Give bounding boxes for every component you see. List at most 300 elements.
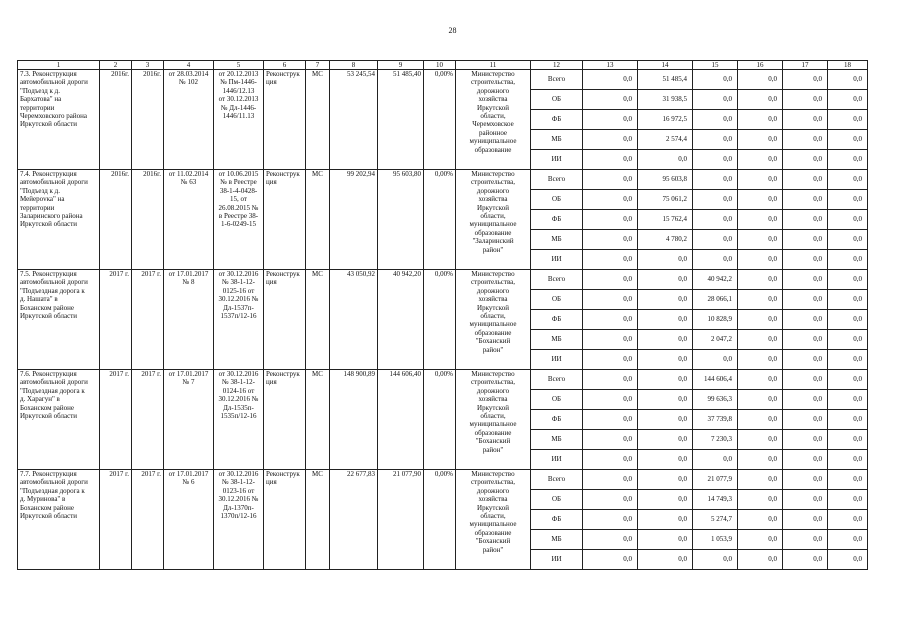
- responsible-line: области,: [480, 212, 506, 221]
- funding-value: 0,0: [693, 350, 738, 370]
- name-line: территории: [20, 103, 55, 112]
- funding-value: 0,0: [783, 190, 828, 210]
- funding-value: 0,0: [738, 190, 783, 210]
- funding-value: 15 762,4: [638, 210, 693, 230]
- expertise-conclusion-cell: [214, 270, 264, 370]
- doc-line: № 102: [179, 78, 198, 87]
- name-line: Черемховского района: [20, 112, 87, 121]
- type-line: Реконструк: [266, 270, 300, 278]
- funding-value: 0,0: [738, 350, 783, 370]
- responsible-line: хозяйства: [478, 295, 508, 304]
- readiness-percent-cell: 0,00%: [424, 270, 456, 370]
- conclusion-line: 0124-16 от: [222, 386, 255, 395]
- funding-value: 0,0: [783, 450, 828, 470]
- expertise-conclusion-cell: [214, 170, 264, 270]
- funding-source-label: ИИ: [531, 150, 583, 170]
- col-header: 8: [330, 61, 378, 70]
- funding-value: 10 828,9: [693, 310, 738, 330]
- type-line: Реконструк: [266, 70, 300, 78]
- column-number-row: [18, 61, 868, 70]
- doc-line: № 6: [182, 478, 195, 487]
- funding-value: 0,0: [828, 530, 868, 550]
- start-year-cell: 2017 г.: [100, 470, 132, 570]
- funding-value: 0,0: [583, 250, 638, 270]
- responsible-line: Министерство: [471, 370, 515, 378]
- name-line: Иркутской области: [20, 120, 78, 129]
- funding-source-label: Всего: [531, 170, 583, 190]
- conclusion-line: 1446/11.13: [222, 112, 255, 121]
- funding-value: 16 972,5: [638, 110, 693, 130]
- responsible-line: области,: [480, 112, 506, 121]
- funding-value: 0,0: [583, 350, 638, 370]
- name-line: д. Муринова" в: [20, 495, 66, 504]
- funding-source-label: МБ: [531, 130, 583, 150]
- responsible-line: строительства,: [470, 478, 516, 487]
- funding-value: 0,0: [738, 130, 783, 150]
- funding-value: 40 942,2: [693, 270, 738, 290]
- funding-value: 144 606,4: [693, 370, 738, 390]
- funding-value: 0,0: [738, 170, 783, 190]
- funding-value: 95 603,8: [638, 170, 693, 190]
- funding-value: 0,0: [738, 450, 783, 470]
- funding-value: 0,0: [828, 230, 868, 250]
- conclusion-line: 1446/12.13: [222, 86, 255, 95]
- funding-value: 0,0: [583, 210, 638, 230]
- col-header: 7: [306, 61, 330, 70]
- name-line: "Подъезд к д.: [20, 186, 60, 195]
- conclusion-line: № в Реестре: [220, 178, 257, 187]
- conclusion-line: 30.12.2016 №: [218, 395, 259, 404]
- responsible-line: строительства,: [470, 278, 516, 287]
- project-row: [18, 70, 868, 90]
- funding-source-label: ОБ: [531, 490, 583, 510]
- name-line: Иркутской области: [20, 312, 78, 321]
- funding-value: 0,0: [738, 550, 783, 570]
- responsible-line: район": [482, 445, 504, 454]
- funding-value: 0,0: [738, 150, 783, 170]
- responsible-line: Министерство: [471, 470, 515, 478]
- start-year-cell: 2016г.: [100, 170, 132, 270]
- name-line: автомобильной дороги: [20, 478, 88, 487]
- funding-value: 0,0: [583, 190, 638, 210]
- conclusion-line: 0123-16 от: [222, 486, 255, 495]
- funding-value: 0,0: [828, 170, 868, 190]
- conclusion-line: от 10.06.2015: [218, 170, 259, 178]
- responsible-line: хозяйства: [478, 495, 508, 504]
- conclusion-line: Дл-1537п-: [223, 303, 254, 312]
- responsible-line: образование: [474, 228, 512, 237]
- funding-source-label: ФБ: [531, 310, 583, 330]
- responsible-line: муниципальное: [469, 420, 517, 429]
- conclusion-line: Дл-1535п-: [223, 403, 254, 412]
- funding-source-label: ИИ: [531, 350, 583, 370]
- responsible-line: Иркутской: [477, 203, 509, 212]
- name-line: 7.4. Реконструкция: [20, 170, 77, 178]
- responsible-line: Министерство: [471, 70, 515, 78]
- funding-value: 0,0: [738, 250, 783, 270]
- funding-source-label: Всего: [531, 270, 583, 290]
- name-line: д. Харагун" в: [20, 395, 60, 404]
- funding-value: 0,0: [828, 350, 868, 370]
- responsible-line: Министерство: [471, 270, 515, 278]
- funding-value: 21 077,9: [693, 470, 738, 490]
- funding-value: 0,0: [583, 450, 638, 470]
- type-line: Реконструк: [266, 170, 300, 178]
- responsible-line: образование: [474, 145, 512, 154]
- funding-value: 4 780,2: [638, 230, 693, 250]
- funding-value: 37 739,8: [693, 410, 738, 430]
- funding-value: 0,0: [783, 70, 828, 90]
- type-line: ция: [266, 378, 277, 387]
- responsible-line: район": [482, 345, 504, 354]
- approval-doc-cell: [164, 270, 214, 370]
- name-line: Бархатова" на: [20, 95, 62, 104]
- col-header: 6: [264, 61, 306, 70]
- funding-value: 0,0: [783, 550, 828, 570]
- end-year-cell: 2017 г.: [132, 470, 164, 570]
- type-line: ция: [266, 278, 277, 287]
- name-line: Иркутской области: [20, 220, 78, 229]
- doc-line: № 63: [180, 178, 197, 187]
- responsible-party-cell: [456, 270, 531, 370]
- funding-value: 0,0: [638, 470, 693, 490]
- funding-value: 0,0: [828, 550, 868, 570]
- project-row: [18, 170, 868, 190]
- funding-value: 0,0: [783, 290, 828, 310]
- end-year-cell: 2016г.: [132, 170, 164, 270]
- funding-value: 0,0: [583, 390, 638, 410]
- funding-value: 0,0: [828, 430, 868, 450]
- funding-source-label: ОБ: [531, 390, 583, 410]
- expertise-conclusion-cell: [214, 370, 264, 470]
- funding-source-label: МБ: [531, 530, 583, 550]
- conclusion-line: № 38-1-12-: [222, 478, 255, 487]
- funding-value: 0,0: [738, 410, 783, 430]
- estimated-cost-cell: 53 245,54: [330, 70, 378, 170]
- funding-value: 0,0: [783, 330, 828, 350]
- funding-value: 0,0: [783, 250, 828, 270]
- funding-value: 0,0: [693, 210, 738, 230]
- doc-line: от 17.01.2017: [168, 470, 209, 478]
- conclusion-line: 38-1-4-0428-: [219, 186, 258, 195]
- readiness-percent-cell: 0,00%: [424, 170, 456, 270]
- project-row: [18, 470, 868, 490]
- conclusion-line: от 30.12.2016: [218, 370, 259, 378]
- conclusion-line: в Реестре 38-: [218, 212, 259, 221]
- name-line: Боханском районе: [20, 503, 75, 512]
- funding-value: 0,0: [738, 210, 783, 230]
- funding-value: 0,0: [783, 470, 828, 490]
- funding-value: 0,0: [828, 510, 868, 530]
- responsible-line: области,: [480, 412, 506, 421]
- name-line: Боханском районе: [20, 303, 75, 312]
- funding-value: 0,0: [693, 450, 738, 470]
- expertise-conclusion-cell: [214, 470, 264, 570]
- doc-line: № 8: [182, 278, 195, 287]
- responsible-line: "Заларинский: [472, 237, 514, 246]
- funding-value: 0,0: [638, 150, 693, 170]
- responsible-line: "Боханский: [475, 537, 511, 546]
- funding-value: 0,0: [638, 310, 693, 330]
- type-line: ция: [266, 78, 277, 87]
- funding-value: 0,0: [693, 250, 738, 270]
- conclusion-line: 30.12.2016 №: [218, 295, 259, 304]
- doc-line: от 11.02.2014: [168, 170, 209, 178]
- conclusion-line: Дл-1370п-: [223, 503, 254, 512]
- responsible-line: район": [482, 545, 504, 554]
- conclusion-line: от 30.12.2016: [218, 270, 259, 278]
- funding-source-label: Всего: [531, 370, 583, 390]
- responsible-line: Иркутской: [477, 303, 509, 312]
- funding-value: 0,0: [583, 290, 638, 310]
- work-type-cell: [264, 270, 306, 370]
- funding-value: 1 053,9: [693, 530, 738, 550]
- doc-line: от 28.03.2014: [168, 70, 209, 78]
- funding-value: 0,0: [638, 290, 693, 310]
- name-line: территории: [20, 203, 55, 212]
- responsible-line: хозяйства: [478, 395, 508, 404]
- funding-value: 0,0: [583, 550, 638, 570]
- project-name-cell: [18, 70, 100, 170]
- funding-value: 0,0: [693, 170, 738, 190]
- funding-value: 0,0: [738, 310, 783, 330]
- name-line: 7.6. Реконструкция: [20, 370, 77, 378]
- responsible-line: Иркутской: [477, 403, 509, 412]
- name-line: автомобильной дороги: [20, 378, 88, 387]
- responsible-line: район": [482, 245, 504, 254]
- funding-source-label: ФБ: [531, 210, 583, 230]
- total-financing-cell: 144 606,40: [378, 370, 424, 470]
- name-line: "Подъезд к д.: [20, 86, 60, 95]
- name-line: Заларинского района: [20, 212, 83, 221]
- responsible-line: Черемховское: [472, 120, 514, 129]
- funding-value: 0,0: [693, 190, 738, 210]
- funding-value: 0,0: [738, 510, 783, 530]
- funding-value: 0,0: [783, 110, 828, 130]
- doc-line: от 17.01.2017: [168, 270, 209, 278]
- funding-value: 0,0: [828, 130, 868, 150]
- doc-line: № 7: [182, 378, 195, 387]
- funding-value: 0,0: [783, 270, 828, 290]
- ownership-cell: МС: [306, 70, 330, 170]
- responsible-line: "Боханский: [475, 337, 511, 346]
- approval-doc-cell: [164, 470, 214, 570]
- project-row: [18, 270, 868, 290]
- project-name-cell: [18, 470, 100, 570]
- responsible-line: дорожного: [476, 486, 510, 495]
- work-type-cell: [264, 370, 306, 470]
- funding-value: 2 047,2: [693, 330, 738, 350]
- funding-value: 0,0: [738, 530, 783, 550]
- funding-value: 0,0: [583, 370, 638, 390]
- funding-value: 0,0: [693, 150, 738, 170]
- responsible-line: дорожного: [476, 86, 510, 95]
- funding-value: 0,0: [583, 130, 638, 150]
- funding-source-label: ОБ: [531, 90, 583, 110]
- funding-value: 0,0: [638, 390, 693, 410]
- name-line: Мейерovка" на: [20, 195, 65, 204]
- col-header: 10: [424, 61, 456, 70]
- project-name-cell: [18, 270, 100, 370]
- funding-value: 0,0: [783, 510, 828, 530]
- funding-value: 0,0: [738, 430, 783, 450]
- col-header: 14: [638, 61, 693, 70]
- ownership-cell: МС: [306, 470, 330, 570]
- funding-value: 0,0: [693, 550, 738, 570]
- funding-value: 0,0: [638, 250, 693, 270]
- funding-value: 0,0: [738, 470, 783, 490]
- funding-value: 0,0: [738, 230, 783, 250]
- funding-value: 0,0: [828, 90, 868, 110]
- ownership-cell: МС: [306, 170, 330, 270]
- responsible-line: строительства,: [470, 378, 516, 387]
- total-financing-cell: 40 942,20: [378, 270, 424, 370]
- funding-value: 0,0: [583, 170, 638, 190]
- funding-value: 0,0: [583, 270, 638, 290]
- funding-value: 0,0: [738, 70, 783, 90]
- responsible-line: муниципальное: [469, 320, 517, 329]
- responsible-line: районное: [478, 128, 508, 137]
- conclusion-line: № Пм-1446-: [220, 78, 257, 87]
- conclusion-line: от 20.12.2013: [218, 70, 259, 78]
- type-line: ция: [266, 478, 277, 487]
- funding-value: 0,0: [583, 150, 638, 170]
- funding-value: 0,0: [693, 70, 738, 90]
- project-name-cell: [18, 170, 100, 270]
- funding-source-label: Всего: [531, 70, 583, 90]
- funding-value: 0,0: [583, 510, 638, 530]
- name-line: автомобильной дороги: [20, 78, 88, 87]
- responsible-line: Министерство: [471, 170, 515, 178]
- funding-value: 31 938,5: [638, 90, 693, 110]
- conclusion-line: 1535п/12-16: [220, 412, 257, 421]
- readiness-percent-cell: 0,00%: [424, 370, 456, 470]
- estimated-cost-cell: 22 677,83: [330, 470, 378, 570]
- start-year-cell: 2017 г.: [100, 370, 132, 470]
- type-line: Реконструк: [266, 370, 300, 378]
- funding-source-label: ФБ: [531, 410, 583, 430]
- funding-value: 0,0: [638, 410, 693, 430]
- responsible-party-cell: [456, 470, 531, 570]
- responsible-line: Иркутской: [477, 503, 509, 512]
- funding-value: 0,0: [828, 150, 868, 170]
- funding-value: 0,0: [828, 450, 868, 470]
- funding-value: 14 749,3: [693, 490, 738, 510]
- funding-source-label: МБ: [531, 330, 583, 350]
- funding-value: 7 230,3: [693, 430, 738, 450]
- funding-value: 0,0: [783, 370, 828, 390]
- funding-value: 0,0: [583, 310, 638, 330]
- funding-value: 0,0: [638, 530, 693, 550]
- name-line: Иркутской области: [20, 412, 78, 421]
- name-line: Иркутской области: [20, 512, 78, 521]
- responsible-line: образование: [474, 528, 512, 537]
- responsible-line: области,: [480, 312, 506, 321]
- funding-value: 0,0: [783, 310, 828, 330]
- approval-doc-cell: [164, 370, 214, 470]
- work-type-cell: [264, 470, 306, 570]
- funding-value: 0,0: [583, 490, 638, 510]
- funding-value: 0,0: [828, 250, 868, 270]
- work-type-cell: [264, 170, 306, 270]
- responsible-line: образование: [474, 428, 512, 437]
- estimated-cost-cell: 99 202,94: [330, 170, 378, 270]
- funding-source-label: Всего: [531, 470, 583, 490]
- funding-value: 0,0: [738, 290, 783, 310]
- funding-value: 0,0: [738, 370, 783, 390]
- funding-source-label: ФБ: [531, 510, 583, 530]
- col-header: 13: [583, 61, 638, 70]
- funding-value: 0,0: [738, 330, 783, 350]
- responsible-line: области,: [480, 512, 506, 521]
- funding-value: 0,0: [828, 110, 868, 130]
- name-line: 7.5. Реконструкция: [20, 270, 77, 278]
- funding-value: 0,0: [638, 550, 693, 570]
- name-line: Боханском районе: [20, 403, 75, 412]
- project-row: [18, 370, 868, 390]
- funding-source-label: ОБ: [531, 290, 583, 310]
- funding-value: 0,0: [583, 70, 638, 90]
- funding-value: 0,0: [583, 230, 638, 250]
- col-header: 2: [100, 61, 132, 70]
- funding-value: 0,0: [638, 450, 693, 470]
- funding-value: 0,0: [638, 510, 693, 530]
- funding-value: 0,0: [828, 210, 868, 230]
- funding-value: 0,0: [828, 470, 868, 490]
- funding-value: 0,0: [638, 370, 693, 390]
- end-year-cell: 2017 г.: [132, 270, 164, 370]
- funding-value: 0,0: [828, 390, 868, 410]
- end-year-cell: 2017 г.: [132, 370, 164, 470]
- responsible-line: муниципальное: [469, 137, 517, 146]
- funding-value: 0,0: [828, 490, 868, 510]
- funding-value: 28 066,1: [693, 290, 738, 310]
- responsible-party-cell: [456, 370, 531, 470]
- readiness-percent-cell: 0,00%: [424, 70, 456, 170]
- type-line: Реконструк: [266, 470, 300, 478]
- start-year-cell: 2016г.: [100, 70, 132, 170]
- funding-source-label: ИИ: [531, 450, 583, 470]
- funding-value: 0,0: [693, 130, 738, 150]
- project-name-cell: [18, 370, 100, 470]
- conclusion-line: 30.12.2016 №: [218, 495, 259, 504]
- funding-value: 0,0: [583, 470, 638, 490]
- funding-value: 0,0: [783, 210, 828, 230]
- funding-value: 0,0: [738, 270, 783, 290]
- responsible-line: муниципальное: [469, 220, 517, 229]
- approval-doc-cell: [164, 170, 214, 270]
- funding-value: 0,0: [828, 310, 868, 330]
- funding-value: 0,0: [693, 110, 738, 130]
- funding-value: 0,0: [783, 350, 828, 370]
- funding-value: 0,0: [783, 530, 828, 550]
- col-header: 5: [214, 61, 264, 70]
- funding-value: 0,0: [783, 130, 828, 150]
- conclusion-line: от 30.12.2016: [218, 470, 259, 478]
- conclusion-line: 1370п/12-16: [220, 512, 257, 521]
- funding-value: 0,0: [783, 390, 828, 410]
- estimated-cost-cell: 43 050,92: [330, 270, 378, 370]
- conclusion-line: 26.08.2015 №: [218, 203, 259, 212]
- conclusion-line: 15, от: [230, 195, 247, 204]
- funding-value: 0,0: [738, 490, 783, 510]
- name-line: 7.7. Реконструкция: [20, 470, 77, 478]
- responsible-line: строительства,: [470, 178, 516, 187]
- expertise-conclusion-cell: [214, 70, 264, 170]
- conclusion-line: от 30.12.2013: [218, 95, 259, 104]
- col-header: 11: [456, 61, 531, 70]
- ownership-cell: МС: [306, 270, 330, 370]
